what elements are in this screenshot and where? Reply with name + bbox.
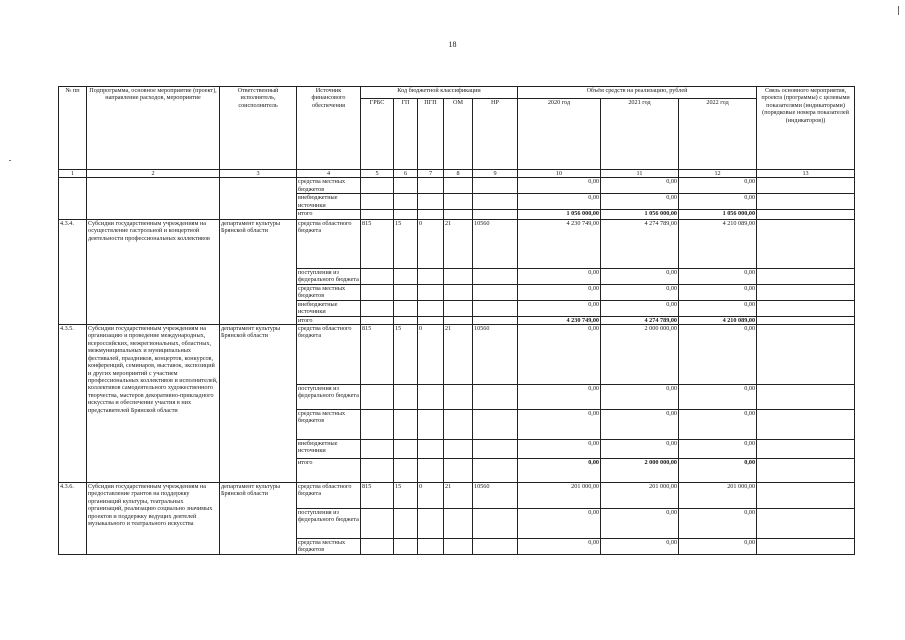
budget-code-cell: [361, 440, 394, 459]
indicator-link-cell: [757, 178, 855, 194]
table-row: [59, 483, 855, 509]
budget-code-cell: [418, 300, 444, 316]
budget-code-cell: [361, 459, 394, 483]
table-row: [59, 220, 855, 269]
funding-source: итого: [297, 316, 361, 324]
item-responsible: департамент культуры Брянской области: [220, 220, 297, 325]
code-pgp: 0: [418, 325, 444, 385]
budget-code-cell: [361, 410, 394, 440]
amount-2021: 4 274 789,00: [601, 316, 679, 324]
column-number: 3: [220, 170, 297, 178]
indicator-link-cell: [757, 285, 855, 301]
item-number-cell: [59, 178, 87, 220]
amount-2021: 0,00: [601, 539, 679, 555]
budget-code-cell: [418, 269, 444, 285]
budget-code-cell: [418, 509, 444, 539]
column-number: 5: [361, 170, 394, 178]
funding-source: внебюджетные источники: [297, 440, 361, 459]
budget-code-cell: [473, 440, 518, 459]
amount-2020: 0,00: [518, 300, 601, 316]
budget-code-cell: [394, 300, 418, 316]
budget-code-cell: [473, 269, 518, 285]
budget-code-cell: [394, 459, 418, 483]
column-number: 4: [297, 170, 361, 178]
indicator-link-cell: [757, 194, 855, 210]
amount-2020: 0,00: [518, 459, 601, 483]
indicator-link-cell: [757, 269, 855, 285]
budget-code-cell: [444, 194, 473, 210]
budget-code-cell: [418, 459, 444, 483]
code-om: 21: [444, 325, 473, 385]
indicator-link-cell: [757, 385, 855, 410]
amount-2020: 0,00: [518, 509, 601, 539]
amount-2021: 0,00: [601, 300, 679, 316]
amount-2022: 201 000,00: [679, 483, 757, 509]
code-gp: 15: [394, 325, 418, 385]
amount-2020: 1 056 000,00: [518, 210, 601, 220]
funding-source: поступления из федерального бюджета: [297, 509, 361, 539]
code-gp: 15: [394, 483, 418, 509]
budget-code-cell: [418, 194, 444, 210]
budget-code-cell: [361, 269, 394, 285]
indicator-link-cell: [757, 440, 855, 459]
funding-source: средства областного бюджета: [297, 325, 361, 385]
amount-2020: 0,00: [518, 285, 601, 301]
budget-code-cell: [473, 410, 518, 440]
budget-code-cell: [394, 509, 418, 539]
amount-2022: 0,00: [679, 440, 757, 459]
item-title-cell: [87, 178, 220, 220]
indicator-link-cell: [757, 220, 855, 269]
item-responsible-cell: [220, 178, 297, 220]
table-body: [59, 170, 855, 555]
item-number: 4.3.5.: [59, 325, 87, 483]
funding-source: средства областного бюджета: [297, 220, 361, 269]
budget-code-cell: [444, 509, 473, 539]
funding-source: внебюджетные источники: [297, 300, 361, 316]
amount-2022: 0,00: [679, 194, 757, 210]
header-budget-code: Код бюджетной классификации: [361, 87, 518, 99]
amount-2020: 0,00: [518, 385, 601, 410]
budget-code-cell: [394, 539, 418, 555]
budget-code-cell: [473, 316, 518, 324]
budget-code-cell: [444, 178, 473, 194]
budget-code-cell: [444, 316, 473, 324]
budget-code-cell: [361, 316, 394, 324]
header-program: Подпрограмма, основное мероприятие (проект), направление расходов, мероприятие: [87, 87, 220, 170]
amount-2021: 0,00: [601, 509, 679, 539]
indicator-link-cell: [757, 210, 855, 220]
indicator-link-cell: [757, 410, 855, 440]
header-volume: Объём средств на реализацию, рублей: [518, 87, 757, 99]
code-gp: 15: [394, 220, 418, 269]
code-grbs: 815: [361, 325, 394, 385]
budget-code-cell: [394, 178, 418, 194]
amount-2020: 0,00: [518, 440, 601, 459]
funding-source: итого: [297, 210, 361, 220]
code-pgp: 0: [418, 220, 444, 269]
budget-code-cell: [394, 285, 418, 301]
code-om: 21: [444, 220, 473, 269]
budget-code-cell: [361, 385, 394, 410]
amount-2022: 4 210 089,00: [679, 316, 757, 324]
column-number: 8: [444, 170, 473, 178]
code-grbs: 815: [361, 220, 394, 269]
amount-2020: 4 230 749,00: [518, 220, 601, 269]
budget-code-cell: [473, 385, 518, 410]
budget-code-cell: [473, 300, 518, 316]
budget-code-cell: [473, 509, 518, 539]
amount-2022: 0,00: [679, 385, 757, 410]
amount-2021: 4 274 789,00: [601, 220, 679, 269]
table-row: [59, 325, 855, 385]
header-responsible: Ответственный исполнитель, соисполнитель: [220, 87, 297, 170]
code-nr: 10560: [473, 220, 518, 269]
column-number: 9: [473, 170, 518, 178]
budget-code-cell: [361, 539, 394, 555]
amount-2020: 0,00: [518, 194, 601, 210]
indicator-link-cell: [757, 316, 855, 324]
amount-2022: 1 056 000,00: [679, 210, 757, 220]
column-number: 12: [679, 170, 757, 178]
item-number: 4.3.4.: [59, 220, 87, 325]
code-grbs: 815: [361, 483, 394, 509]
funding-source: средства местных бюджетов: [297, 285, 361, 301]
amount-2022: 0,00: [679, 410, 757, 440]
amount-2021: 0,00: [601, 285, 679, 301]
header-pgp: ПГП: [418, 99, 444, 170]
budget-code-cell: [444, 269, 473, 285]
item-responsible: департамент культуры Брянской области: [220, 325, 297, 483]
budget-code-cell: [361, 509, 394, 539]
budget-code-cell: [444, 300, 473, 316]
budget-code-cell: [473, 539, 518, 555]
amount-2022: 0,00: [679, 269, 757, 285]
header-source: Источник финансового обеспечения: [297, 87, 361, 170]
budget-table: [58, 86, 855, 555]
budget-code-cell: [394, 440, 418, 459]
amount-2022: 0,00: [679, 178, 757, 194]
amount-2022: 0,00: [679, 539, 757, 555]
column-number: 13: [757, 170, 855, 178]
column-number-row: [59, 170, 855, 178]
header-2020: 2020 год: [518, 99, 601, 170]
amount-2020: 0,00: [518, 539, 601, 555]
amount-2021: 201 000,00: [601, 483, 679, 509]
amount-2022: 0,00: [679, 509, 757, 539]
budget-code-cell: [444, 210, 473, 220]
budget-code-cell: [418, 385, 444, 410]
indicator-link-cell: [757, 483, 855, 509]
budget-code-cell: [361, 300, 394, 316]
budget-code-cell: [361, 178, 394, 194]
item-title: Субсидии государственным учреждениям на осуществление гастрольной и концертной деятельности профессиональных коллективов: [87, 220, 220, 325]
indicator-link-cell: [757, 300, 855, 316]
funding-source: средства областного бюджета: [297, 483, 361, 509]
funding-source: средства местных бюджетов: [297, 410, 361, 440]
page-number: 18: [448, 40, 457, 49]
budget-code-cell: [418, 285, 444, 301]
edge-mark: [898, 6, 899, 15]
header-num: № пп: [59, 87, 87, 170]
amount-2020: 0,00: [518, 269, 601, 285]
indicator-link-cell: [757, 509, 855, 539]
column-number: 10: [518, 170, 601, 178]
amount-2021: 2 000 000,00: [601, 459, 679, 483]
table-row: [59, 178, 855, 194]
scan-speck: [9, 160, 11, 161]
budget-code-cell: [473, 178, 518, 194]
amount-2020: 201 000,00: [518, 483, 601, 509]
budget-code-cell: [394, 316, 418, 324]
budget-code-cell: [444, 440, 473, 459]
budget-code-cell: [444, 539, 473, 555]
item-title: Субсидии государственным учреждениям на организацию и проведение международных, всероссийских, межрегиональных, областных, межмуниципальных и муниципальных фестивалей, праздников, концертов, конкурсов, конференций, семинаров, выставок, экспозиций и других мероприятий с участием профессиональных коллективов и исполнителей, коллективов самодеятельного художественного творчества, мастеров декоративно-прикладного искусства и обеспечение участия в них представителей Брянской области: [87, 325, 220, 483]
budget-code-cell: [361, 194, 394, 210]
header-om: ОМ: [444, 99, 473, 170]
header-grbs: ГРБС: [361, 99, 394, 170]
amount-2021: 1 056 000,00: [601, 210, 679, 220]
header-gp: ГП: [394, 99, 418, 170]
header-nr: НР: [473, 99, 518, 170]
budget-code-cell: [473, 285, 518, 301]
budget-code-cell: [444, 285, 473, 301]
budget-code-cell: [473, 210, 518, 220]
header-2021: 2021 год: [601, 99, 679, 170]
budget-code-cell: [418, 440, 444, 459]
budget-code-cell: [418, 410, 444, 440]
funding-source: поступления из федерального бюджета: [298, 269, 359, 284]
column-number: 1: [59, 170, 87, 178]
funding-source: итого: [297, 459, 361, 483]
funding-source: средства местных бюджетов: [297, 539, 361, 555]
funding-source: внебюджетные источники: [297, 194, 361, 210]
code-pgp: 0: [418, 483, 444, 509]
budget-code-cell: [361, 285, 394, 301]
amount-2020: 4 230 749,00: [518, 316, 601, 324]
column-number: 7: [418, 170, 444, 178]
amount-2021: 0,00: [601, 385, 679, 410]
indicator-link-cell: [757, 539, 855, 555]
amount-2022: 0,00: [679, 300, 757, 316]
amount-2021: 0,00: [601, 269, 679, 285]
amount-2022: 0,00: [679, 325, 757, 385]
item-number: 4.3.6.: [59, 483, 87, 555]
item-title: Субсидии государственным учреждениям на предоставление грантов на поддержку организаций культуры, театральных организаций, реализацию социально значимых проектов и поддержку ведущих деятелей музыкального и театрального искусства: [87, 483, 220, 555]
funding-source: поступления из федерального бюджета: [297, 385, 361, 410]
budget-code-cell: [418, 539, 444, 555]
budget-code-cell: [473, 194, 518, 210]
budget-code-cell: [361, 210, 394, 220]
budget-code-cell: [444, 410, 473, 440]
budget-code-cell: [394, 194, 418, 210]
amount-2022: 4 210 089,00: [679, 220, 757, 269]
amount-2021: 2 000 000,00: [601, 325, 679, 385]
indicator-link-cell: [757, 325, 855, 385]
code-om: 21: [444, 483, 473, 509]
code-nr: 10560: [473, 325, 518, 385]
item-responsible: департамент культуры Брянской области: [220, 483, 297, 555]
budget-code-cell: [418, 316, 444, 324]
amount-2021: 0,00: [601, 194, 679, 210]
funding-source: средства местных бюджетов: [297, 178, 361, 194]
amount-2022: 0,00: [679, 459, 757, 483]
budget-code-cell: [444, 459, 473, 483]
budget-code-cell: [473, 459, 518, 483]
column-number: 6: [394, 170, 418, 178]
budget-code-cell: [394, 385, 418, 410]
amount-2020: 0,00: [518, 410, 601, 440]
column-number: 11: [601, 170, 679, 178]
amount-2021: 0,00: [601, 410, 679, 440]
budget-code-cell: [394, 269, 418, 285]
header-2022: 2022 год: [679, 99, 757, 170]
budget-code-cell: [394, 210, 418, 220]
amount-2022: 0,00: [679, 285, 757, 301]
code-nr: 10560: [473, 483, 518, 509]
budget-code-cell: [444, 385, 473, 410]
amount-2020: 0,00: [518, 325, 601, 385]
indicator-link-cell: [757, 459, 855, 483]
budget-code-cell: [394, 410, 418, 440]
budget-code-cell: [418, 210, 444, 220]
column-number: 2: [87, 170, 220, 178]
header-link: Связь основного мероприятия, проекта (программы) с целевыми показателями (индикаторами) (порядковые номера показателей (индикаторов)): [757, 87, 855, 170]
amount-2020: 0,00: [518, 178, 601, 194]
amount-2021: 0,00: [601, 440, 679, 459]
amount-2021: 0,00: [601, 178, 679, 194]
budget-code-cell: [418, 178, 444, 194]
